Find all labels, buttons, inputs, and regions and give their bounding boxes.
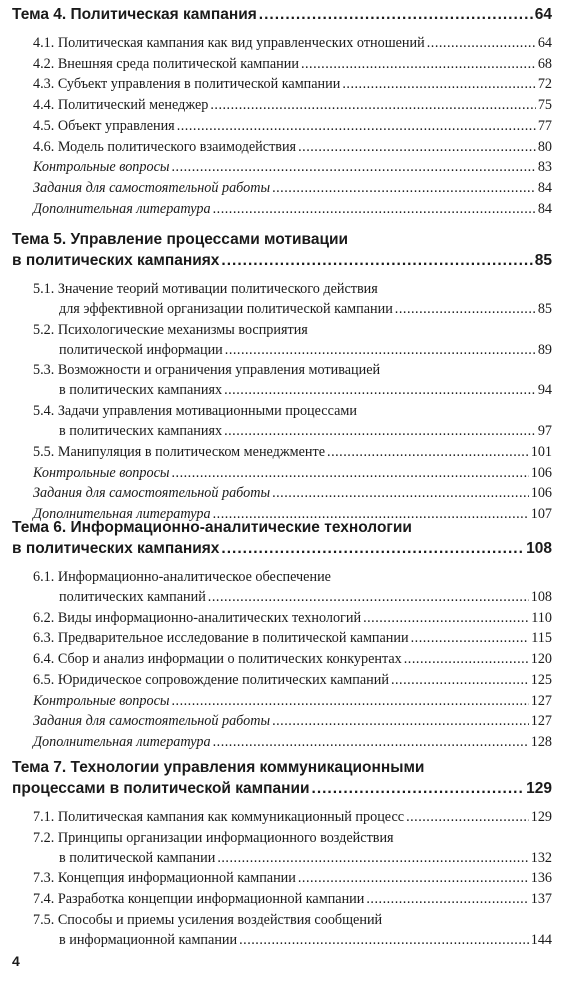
toc-item-page: 97 [537, 423, 552, 440]
toc-section-item[interactable] [33, 116, 552, 136]
toc-item-page: 68 [537, 55, 552, 72]
toc-section-item[interactable] [33, 54, 552, 74]
toc-leader-line [33, 649, 552, 669]
toc-item-page: 137 [530, 891, 552, 908]
toc-item-page: 84 [537, 200, 552, 217]
dot-leader [272, 178, 536, 198]
toc-leader-line [33, 483, 552, 503]
topic-title-page: 85 [534, 252, 552, 269]
toc-leader-line [33, 691, 552, 711]
toc-item-page: 108 [530, 589, 552, 605]
toc-item-text: 7.1. Политическая кампания как коммуникационный процесс [33, 809, 405, 825]
toc-item-page: 84 [537, 179, 552, 196]
toc-item-page: 72 [537, 76, 552, 93]
toc-item-page: 120 [530, 651, 552, 668]
toc-leader-line [12, 778, 552, 799]
toc-leader-line [33, 587, 552, 607]
toc-item-page: 127 [530, 692, 552, 709]
toc-section-item[interactable] [33, 279, 552, 319]
toc-item-text: политической информации [59, 341, 223, 358]
dot-leader [366, 889, 528, 909]
dot-leader [177, 116, 536, 136]
toc-extra-item[interactable] [33, 732, 552, 752]
toc-section-item[interactable] [33, 868, 552, 888]
toc-item-text: Дополнительная литература [33, 200, 211, 217]
toc-section-item[interactable] [33, 442, 552, 462]
toc-item-page: 101 [530, 443, 552, 460]
toc-item-text: 4.6. Модель политического взаимодействия [33, 138, 297, 155]
dot-leader [217, 848, 528, 868]
dot-leader [259, 4, 533, 25]
toc-section-item[interactable] [33, 670, 552, 690]
toc-extra-item[interactable] [33, 463, 552, 483]
toc-section-item[interactable] [33, 649, 552, 669]
toc-item-text: Контрольные вопросы [33, 692, 170, 709]
toc-item-text: Дополнительная литература [33, 505, 211, 522]
toc-leader-line [33, 340, 552, 360]
toc-item-text: Задания для самостоятельной работы [33, 713, 271, 730]
toc-item-page: 85 [537, 301, 552, 317]
topic-title-text: Тема 6. Информационно-аналитические технологии [12, 519, 412, 536]
toc-item-page: 144 [530, 931, 552, 948]
toc-leader-line [33, 116, 552, 136]
dot-leader [224, 421, 536, 441]
toc-leader-line [12, 4, 552, 25]
toc-section-item[interactable] [33, 74, 552, 94]
toc-item-page: 128 [530, 733, 552, 750]
toc-item-text: 6.4. Сбор и анализ информации о политических конкурентах [33, 651, 402, 668]
dot-leader [404, 649, 529, 669]
toc-extra-item[interactable] [33, 199, 552, 219]
toc-item-text: Контрольные вопросы [33, 159, 170, 176]
toc-item-text: 6.5. Юридическое сопровождение политических кампаний [33, 671, 389, 688]
toc-section-item[interactable] [33, 33, 552, 53]
toc-extra-item[interactable] [33, 483, 552, 503]
toc-section-item[interactable] [33, 567, 552, 607]
toc-item-text: в политической кампании [59, 849, 216, 866]
toc-extra-item[interactable] [33, 157, 552, 177]
toc-leader-line [33, 463, 552, 483]
toc-item-text: в политических кампаниях [59, 423, 223, 440]
page-number: 4 [12, 953, 20, 969]
toc-section-item[interactable] [33, 137, 552, 157]
topic-title-page: 108 [526, 540, 552, 557]
dot-leader [272, 483, 529, 503]
toc-item-page: 110 [531, 609, 552, 626]
toc-section-item[interactable] [33, 95, 552, 115]
toc-leader-line [12, 250, 552, 271]
toc-section-item[interactable] [33, 401, 552, 441]
toc-section-item[interactable] [33, 910, 552, 950]
toc-leader-line [33, 33, 552, 53]
dot-leader [312, 778, 525, 799]
toc-item-text: 5.3. Возможности и ограничения управления мотивацией [33, 362, 381, 379]
toc-item-page: 125 [530, 671, 552, 688]
toc-extra-item[interactable] [33, 178, 552, 198]
toc-section-item[interactable] [33, 889, 552, 909]
dot-leader [224, 380, 536, 400]
toc-leader-line [33, 74, 552, 94]
toc-section-item[interactable] [33, 608, 552, 628]
toc-item-page: 129 [530, 809, 552, 825]
toc-leader-line [33, 608, 552, 628]
toc-item-text: Контрольные вопросы [33, 464, 170, 481]
dot-leader [301, 54, 536, 74]
dot-leader [298, 868, 529, 888]
toc-item-page: 75 [537, 97, 552, 114]
toc-leader-line [33, 421, 552, 441]
toc-section-item[interactable] [33, 320, 552, 360]
toc-item-page: 80 [537, 138, 552, 155]
topic-heading[interactable] [12, 517, 552, 559]
toc-leader-line [33, 137, 552, 157]
toc-leader-line [33, 732, 552, 752]
toc-section-item[interactable] [33, 360, 552, 400]
toc-leader-line [33, 889, 552, 909]
toc-leader-line [33, 380, 552, 400]
toc-item-text: Задания для самостоятельной работы [33, 485, 271, 502]
dot-leader [342, 74, 535, 94]
topic-title-text: Тема 4. Политическая кампания [12, 6, 257, 23]
toc-item-text: 7.5. Способы и приемы усиления воздействия сообщений [33, 911, 383, 928]
toc-item-page: 94 [537, 382, 552, 399]
dot-leader [327, 442, 529, 462]
dot-leader [406, 807, 529, 827]
toc-leader-line [33, 868, 552, 888]
toc-leader-line [33, 95, 552, 115]
toc-section-item[interactable] [33, 807, 552, 827]
toc-leader-line [33, 442, 552, 462]
toc-leader-line [33, 54, 552, 74]
dot-leader [427, 33, 536, 53]
toc-item-text: 7.4. Разработка концепции информационной кампании [33, 891, 365, 908]
toc-item-text: 5.2. Психологические механизмы восприятия [33, 321, 308, 338]
dot-leader [225, 340, 536, 360]
toc-leader-line [33, 299, 552, 319]
toc-item-text: Дополнительная литература [33, 733, 211, 750]
toc-item-text: Задания для самостоятельной работы [33, 179, 271, 196]
toc-leader-line [12, 538, 552, 559]
topic-title-text: Тема 7. Технологии управления коммуникационными [12, 759, 425, 776]
toc-item-text: 4.3. Субъект управления в политической кампании [33, 76, 341, 93]
toc-item-text: 4.2. Внешняя среда политической кампании [33, 55, 299, 72]
toc-item-page: 106 [530, 485, 552, 502]
toc-item-text: 5.4. Задачи управления мотивационными процессами [33, 403, 357, 420]
toc-leader-line [33, 157, 552, 177]
toc-item-text: в политических кампаниях [59, 382, 223, 399]
dot-leader [363, 608, 529, 628]
toc-leader-line [33, 199, 552, 219]
dot-leader [210, 95, 535, 115]
topic-title-text: процессами в политической кампании [12, 780, 310, 797]
dot-leader [213, 199, 536, 219]
toc-item-text: 7.3. Концепция информационной кампании [33, 870, 296, 887]
toc-leader-line [33, 930, 552, 950]
dot-leader [298, 137, 536, 157]
toc-item-text: 5.1. Значение теорий мотивации политического действия [33, 281, 378, 297]
toc-item-page: 77 [537, 117, 552, 134]
toc-item-text: 6.1. Информационно-аналитическое обеспечение [33, 569, 331, 585]
toc-leader-line [33, 711, 552, 731]
toc-item-page: 136 [530, 870, 552, 887]
toc-item-text: 7.2. Принципы организации информационного воздействия [33, 829, 394, 846]
topic-heading[interactable] [12, 229, 552, 271]
topic-heading[interactable] [12, 757, 552, 799]
toc-leader-line [33, 178, 552, 198]
topic-title-text: в политических кампаниях [12, 540, 220, 557]
dot-leader [221, 250, 532, 271]
toc-item-page: 64 [537, 35, 552, 51]
toc-item-text: 4.5. Объект управления [33, 117, 175, 134]
toc-item-text: для эффективной организации политической кампании [59, 301, 393, 317]
dot-leader [272, 711, 529, 731]
dot-leader [395, 299, 536, 319]
toc-item-page: 89 [537, 341, 552, 358]
toc-extra-item[interactable] [33, 691, 552, 711]
toc-item-text: 6.2. Виды информационно-аналитических технологий [33, 609, 362, 626]
toc-leader-line [33, 848, 552, 868]
toc-item-page: 115 [531, 630, 552, 647]
toc-item-page: 107 [530, 505, 552, 522]
topic-title-text: в политических кампаниях [12, 252, 220, 269]
topic-title-text: Тема 5. Управление процессами мотивации [12, 231, 349, 248]
toc-item-text: политических кампаний [59, 589, 206, 605]
topic-heading[interactable] [12, 4, 552, 25]
dot-leader [239, 930, 529, 950]
toc-item-text: 5.5. Манипуляция в политическом менеджменте [33, 443, 326, 460]
toc-extra-item[interactable] [33, 711, 552, 731]
dot-leader [208, 587, 529, 607]
toc-item-text: 6.3. Предварительное исследование в политической кампании [33, 630, 409, 647]
toc-leader-line [33, 628, 552, 648]
toc-item-page: 106 [530, 464, 552, 481]
dot-leader [171, 691, 528, 711]
toc-item-page: 127 [530, 713, 552, 730]
dot-leader [213, 732, 529, 752]
toc-leader-line [33, 807, 552, 827]
toc-item-text: 4.1. Политическая кампания как вид управленческих отношений [33, 35, 425, 51]
dot-leader [411, 628, 530, 648]
toc-leader-line [33, 670, 552, 690]
toc-item-text: 4.4. Политический менеджер [33, 97, 209, 114]
dot-leader [391, 670, 529, 690]
topic-title-page: 129 [526, 780, 552, 797]
topic-title-page: 64 [534, 6, 552, 23]
dot-leader [221, 538, 524, 559]
toc-item-text: в информационной кампании [59, 931, 238, 948]
toc-item-page: 132 [530, 849, 552, 866]
toc-section-item[interactable] [33, 828, 552, 868]
dot-leader [171, 463, 528, 483]
toc-section-item[interactable] [33, 628, 552, 648]
toc-item-page: 83 [537, 159, 552, 176]
dot-leader [171, 157, 535, 177]
